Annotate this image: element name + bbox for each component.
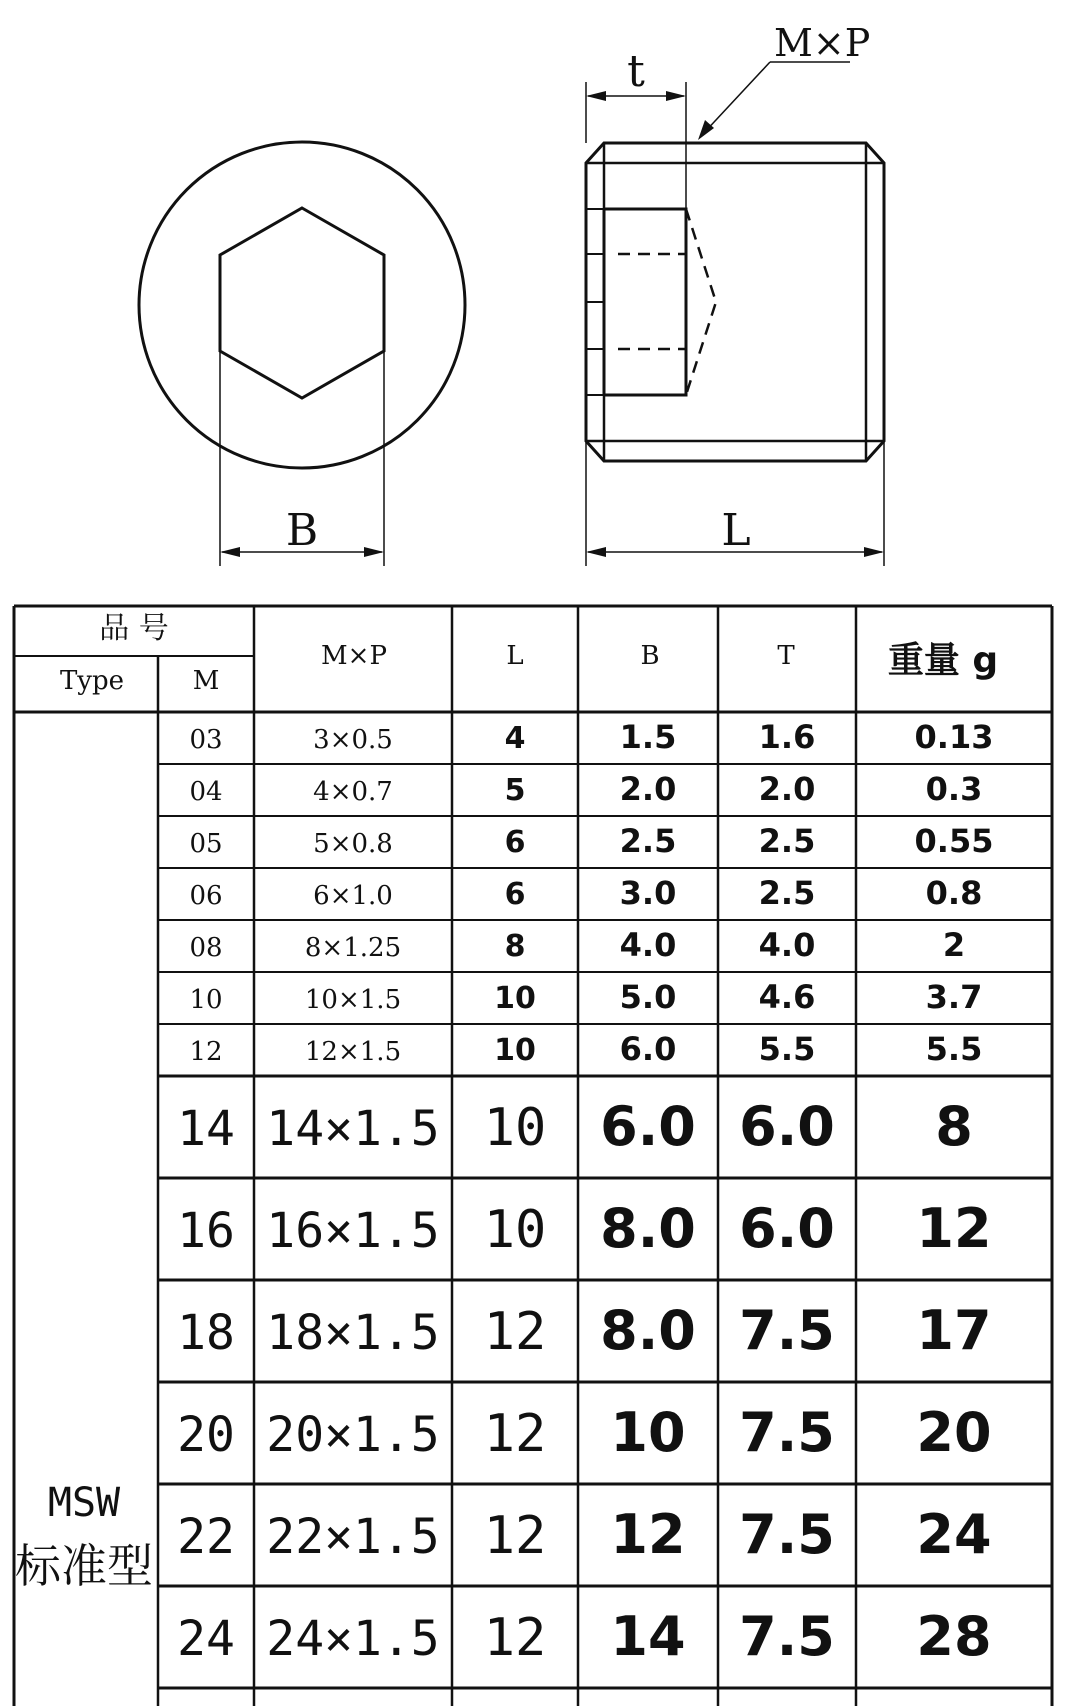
cell-weight: 2 xyxy=(942,926,966,964)
cell-l: 12 xyxy=(483,1608,547,1668)
cell-l: 10 xyxy=(494,981,536,1016)
cell-m: 05 xyxy=(189,829,223,859)
b-arrow-left xyxy=(220,547,240,557)
cell-m: 08 xyxy=(189,933,223,963)
cell-t: 7.5 xyxy=(739,1503,835,1566)
table-header xyxy=(60,611,998,696)
cell-m: 12 xyxy=(189,1037,223,1067)
cell-weight: 24 xyxy=(916,1503,992,1566)
cell-mxp: 12×1.5 xyxy=(304,1037,402,1067)
cell-b: 1.5 xyxy=(619,718,677,756)
cell-l: 6 xyxy=(504,877,526,912)
cell-weight: 3.7 xyxy=(925,978,983,1016)
cell-m: 22 xyxy=(177,1509,235,1565)
header-pinhao: 品 号 xyxy=(99,611,169,646)
front-view xyxy=(139,142,465,566)
plug-outline-circle xyxy=(139,142,465,468)
cell-l: 6 xyxy=(504,825,526,860)
cell-mxp: 8×1.25 xyxy=(304,933,402,963)
cell-b: 10 xyxy=(610,1401,686,1464)
cell-weight: 12 xyxy=(916,1197,992,1260)
cell-m: 24 xyxy=(177,1611,235,1667)
cell-m: 10 xyxy=(189,985,223,1015)
header-mxp: M×P xyxy=(321,641,387,671)
cell-mxp: 14×1.5 xyxy=(266,1101,440,1157)
header-b: B xyxy=(640,641,660,671)
mxp-leader-arrow xyxy=(698,120,714,140)
cell-weight: 8 xyxy=(935,1095,973,1158)
cell-l: 12 xyxy=(483,1506,547,1566)
cell-mxp: 4×0.7 xyxy=(313,777,393,807)
cell-m: 03 xyxy=(189,725,223,755)
cell-t: 4.0 xyxy=(758,926,816,964)
cell-l: 4 xyxy=(504,721,526,756)
cell-b: 12 xyxy=(610,1503,686,1566)
type-label-standard: 标准型 xyxy=(15,1539,153,1593)
cell-t: 6.0 xyxy=(739,1197,835,1260)
spec-table xyxy=(0,590,1080,1706)
cell-mxp: 3×0.5 xyxy=(313,725,393,755)
cell-mxp: 22×1.5 xyxy=(266,1509,440,1565)
cell-t: 5.5 xyxy=(758,1030,816,1068)
cell-m: 06 xyxy=(189,881,223,911)
cell-l: 10 xyxy=(483,1098,547,1158)
header-l: L xyxy=(506,641,524,671)
cell-weight: 0.55 xyxy=(914,822,994,860)
cell-m: 20 xyxy=(177,1407,235,1463)
cell-t: 6.0 xyxy=(739,1095,835,1158)
cell-mxp: 16×1.5 xyxy=(266,1203,440,1259)
cell-b: 6.0 xyxy=(600,1095,696,1158)
technical-drawing xyxy=(0,0,1080,590)
cell-b: 2.0 xyxy=(619,770,677,808)
type-label xyxy=(15,1480,153,1593)
l-arrow-left xyxy=(586,547,606,557)
cell-b: 3.0 xyxy=(619,874,677,912)
cell-t: 7.5 xyxy=(739,1299,835,1362)
cell-mxp: 5×0.8 xyxy=(313,829,393,859)
l-dimension-label: L xyxy=(721,505,751,556)
cell-l: 12 xyxy=(483,1302,547,1362)
cell-b: 8.0 xyxy=(600,1299,696,1362)
cell-b: 5.0 xyxy=(619,978,677,1016)
b-dimension-label: B xyxy=(285,505,319,556)
cell-t: 7.5 xyxy=(739,1605,835,1668)
cell-l: 10 xyxy=(494,1033,536,1068)
header-t: T xyxy=(777,641,795,671)
cell-weight: 0.3 xyxy=(925,770,983,808)
cell-mxp: 10×1.5 xyxy=(304,985,402,1015)
hex-socket-icon xyxy=(220,208,384,398)
cell-m: 14 xyxy=(177,1101,235,1157)
cell-t: 2.5 xyxy=(758,874,816,912)
cell-t: 2.5 xyxy=(758,822,816,860)
header-m: M xyxy=(192,666,220,696)
cell-weight: 5.5 xyxy=(925,1030,983,1068)
header-type: Type xyxy=(59,666,125,696)
cell-l: 8 xyxy=(504,929,526,964)
cell-weight: 0.8 xyxy=(925,874,983,912)
t-dimension-label: t xyxy=(627,46,645,97)
cell-mxp: 20×1.5 xyxy=(266,1407,440,1463)
cell-weight: 17 xyxy=(916,1299,992,1362)
cell-weight: 28 xyxy=(916,1605,992,1668)
mxp-leader-diagonal xyxy=(702,62,770,135)
cell-b: 8.0 xyxy=(600,1197,696,1260)
hidden-cone-tip xyxy=(686,209,716,395)
cell-l: 12 xyxy=(483,1404,547,1464)
b-arrow-right xyxy=(364,547,384,557)
cell-b: 4.0 xyxy=(619,926,677,964)
cell-weight: 20 xyxy=(916,1401,992,1464)
cell-t: 1.6 xyxy=(758,718,816,756)
socket-outline xyxy=(604,209,686,395)
t-arrow-right xyxy=(666,91,686,101)
cell-weight: 0.13 xyxy=(914,718,994,756)
cell-mxp: 24×1.5 xyxy=(266,1611,440,1667)
l-arrow-right xyxy=(864,547,884,557)
plug-body-outline xyxy=(586,143,884,461)
cell-b: 6.0 xyxy=(619,1030,677,1068)
cell-m: 04 xyxy=(189,777,223,807)
cell-t: 7.5 xyxy=(739,1401,835,1464)
side-view xyxy=(586,21,884,566)
header-weight: 重量 g xyxy=(887,640,999,681)
cell-b: 14 xyxy=(610,1605,686,1668)
mxp-label: M×P xyxy=(774,21,871,65)
cell-t: 4.6 xyxy=(758,978,816,1016)
cell-mxp: 6×1.0 xyxy=(313,881,393,911)
cell-m: 16 xyxy=(177,1203,235,1259)
table-body xyxy=(177,718,993,1668)
cell-l: 10 xyxy=(483,1200,547,1260)
cell-b: 2.5 xyxy=(619,822,677,860)
cell-l: 5 xyxy=(504,773,526,808)
cell-m: 18 xyxy=(177,1305,235,1361)
cell-mxp: 18×1.5 xyxy=(266,1305,440,1361)
type-label-msw: MSW xyxy=(47,1480,121,1526)
cell-t: 2.0 xyxy=(758,770,816,808)
t-arrow-left xyxy=(586,91,606,101)
